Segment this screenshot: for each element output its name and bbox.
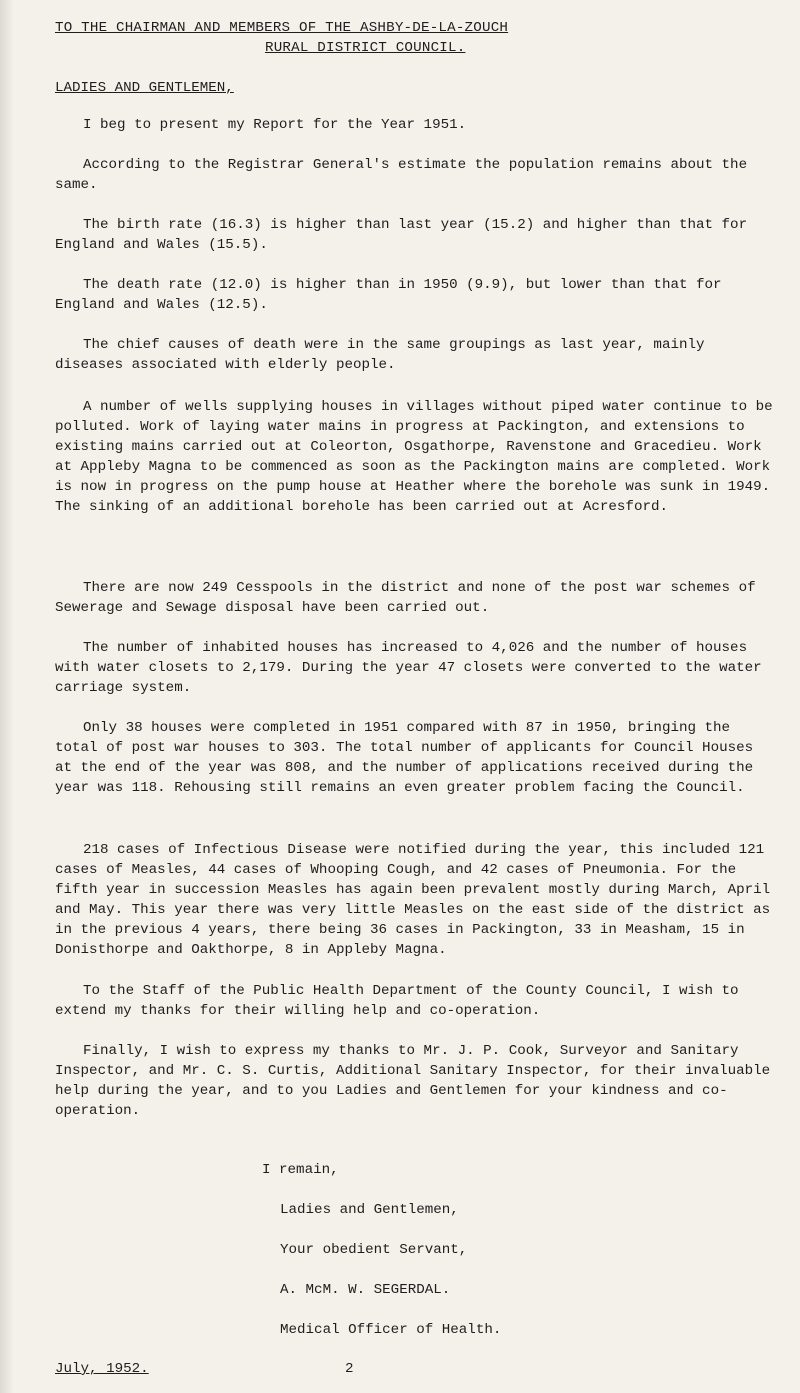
paragraph-infectious-disease: 218 cases of Infectious Disease were notified during the year, this included 121 cases of Measles, 44 cases of Whooping Cough, and 42 cases of Pneumonia. For the fifth year in succession Measles has again been prevalent mostly during March, April and May. This year there was very little Measles on the east side of the district as in the previous 4 years, there being 36 cases in Packington, 33 in Measham, 15 in Donisthorpe and Oakthorpe, 8 in Appleby Magna.	[55, 842, 771, 958]
salutation: LADIES AND GENTLEMEN,	[55, 80, 234, 96]
heading-line-1: TO THE CHAIRMAN AND MEMBERS OF THE ASHBY-DE-LA-ZOUCH	[55, 20, 509, 36]
closing-address: Ladies and Gentlemen,	[280, 1202, 459, 1218]
paragraph-water-supply: A number of wells supplying houses in villages without piped water continue to be polluted. Work of laying water mains in progress at Packington, and extensions to existing mains carried out at Coleorton, Osgathorpe, Ravenstone and Gracedieu. Work at Appleby Magna to be commenced as soon as the Packington mains are completed. Work is now in progress on the pump house at Heather where the borehole was sunk in 1949. The sinking of an additional borehole has been carried out at Acresford.	[55, 399, 773, 515]
report-date: July, 1952.	[55, 1361, 149, 1377]
paragraph-death-rate: The death rate (12.0) is higher than in 1950 (9.9), but lower than that for England and Wales (12.5).	[55, 277, 722, 313]
paragraph-birth-rate: The birth rate (16.3) is higher than last year (15.2) and higher than that for England and Wales (15.5).	[55, 217, 748, 253]
paragraph-housing: Only 38 houses were completed in 1951 compared with 87 in 1950, bringing the total of post war houses to 303. The total number of applicants for Council Houses at the end of the year was 808, and the number of applications received during the year was 118. Rehousing still remains an even greater problem facing the Council.	[55, 720, 754, 796]
closing-servant: Your obedient Servant,	[280, 1242, 468, 1258]
page-number: 2	[345, 1361, 354, 1377]
paragraph-thanks-staff: To the Staff of the Public Health Department of the County Council, I wish to extend my thanks for their willing help and co-operation.	[55, 983, 739, 1019]
paragraph-sewerage: There are now 249 Cesspools in the district and none of the post war schemes of Sewerage and Sewage disposal have been carried out.	[55, 580, 756, 616]
paragraph-thanks-inspectors: Finally, I wish to express my thanks to Mr. J. P. Cook, Surveyor and Sanitary Inspector, and Mr. C. S. Curtis, Additional Sanitary Inspector, for their invaluable help during the year, and to you Ladies and Gentlemen for your kindness and co-operation.	[55, 1043, 771, 1119]
signature-name: A. McM. W. SEGERDAL.	[280, 1282, 451, 1298]
paragraph-intro: I beg to present my Report for the Year 1951.	[83, 117, 467, 133]
signatory-title: Medical Officer of Health.	[280, 1322, 502, 1338]
paragraph-water-closets: The number of inhabited houses has increased to 4,026 and the number of houses with water closets to 2,179. During the year 47 closets were converted to the water carriage system.	[55, 640, 762, 696]
paragraph-population: According to the Registrar General's estimate the population remains about the same.	[55, 157, 748, 193]
closing-remain: I remain,	[262, 1162, 339, 1178]
paragraph-causes-of-death: The chief causes of death were in the same groupings as last year, mainly diseases associated with elderly people.	[55, 337, 705, 373]
letter-closing	[262, 1160, 722, 1360]
page-edge-shadow	[0, 0, 14, 1393]
report-heading	[55, 18, 775, 58]
heading-line-2: RURAL DISTRICT COUNCIL.	[265, 40, 466, 56]
